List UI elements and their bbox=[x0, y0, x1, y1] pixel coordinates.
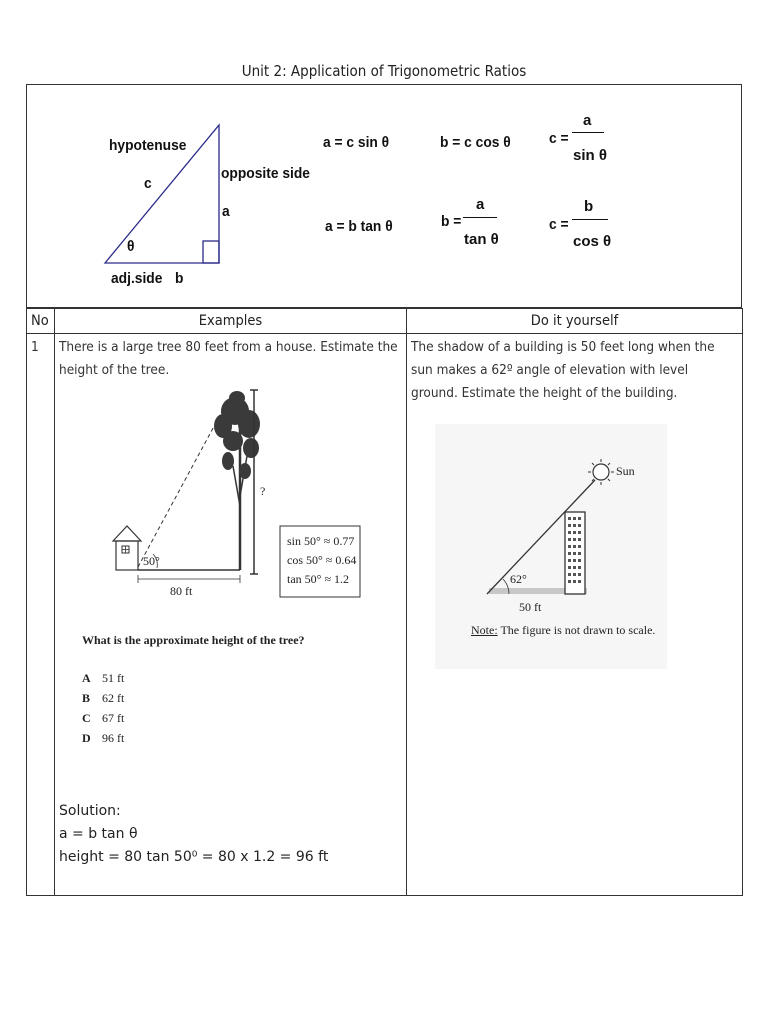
formula-c-lhs-2: c = bbox=[549, 216, 569, 233]
solution-label: Solution: bbox=[59, 803, 121, 819]
sin-value: sin 50° ≈ 0.77 bbox=[287, 534, 355, 548]
cos-value: cos 50° ≈ 0.64 bbox=[287, 553, 357, 567]
page-title: Unit 2: Application of Trigonometric Ratios bbox=[241, 62, 527, 80]
solution-block bbox=[55, 800, 328, 869]
b-label: b bbox=[175, 270, 184, 287]
formula-b-lhs: b = bbox=[441, 213, 462, 230]
fraction-bar bbox=[572, 132, 604, 133]
formula-a-b-tan: a = b tan θ bbox=[325, 218, 393, 235]
example-problem-text: There is a large tree 80 feet from a house. Estimate the height of the tree. bbox=[59, 339, 398, 378]
formula-c-num-b: b bbox=[584, 198, 594, 215]
formula-box bbox=[26, 84, 742, 308]
hypotenuse-label: hypotenuse bbox=[109, 137, 187, 154]
answer-choices bbox=[82, 671, 124, 751]
choice-a: A 51 ft bbox=[82, 671, 125, 685]
choice-d: D 96 ft bbox=[82, 731, 125, 745]
formula-c-lhs-1: c = bbox=[549, 130, 569, 147]
formula-b-den-tan: tan θ bbox=[464, 231, 499, 248]
theta-label: θ bbox=[127, 238, 135, 255]
angle-50-label: 50° bbox=[143, 554, 160, 568]
formula-b-c-cos: b = c cos θ bbox=[440, 134, 511, 151]
question-text: What is the approximate height of the tree? bbox=[82, 633, 305, 647]
formula-b-num-a: a bbox=[476, 196, 485, 213]
diy-problem-text: The shadow of a building is 50 feet long when the sun makes a 62º angle of elevation with level ground. Estimate the height of the building. bbox=[411, 339, 715, 401]
formula-c-den-sin: sin θ bbox=[573, 147, 607, 164]
formula-a-c-sin: a = c sin θ bbox=[323, 134, 390, 151]
header-do-it-yourself: Do it yourself bbox=[407, 309, 743, 334]
tree-house-diagram bbox=[65, 386, 365, 626]
building-problem-figure bbox=[435, 424, 667, 669]
formula-c-den-cos: cos θ bbox=[573, 233, 612, 250]
header-examples: Examples bbox=[55, 309, 407, 334]
solution-line-1: a = b tan θ bbox=[59, 826, 138, 842]
tree-problem-figure bbox=[65, 386, 365, 766]
fraction-bar bbox=[463, 217, 497, 218]
choice-c: C 67 ft bbox=[82, 711, 125, 725]
table-row bbox=[27, 334, 743, 896]
opposite-side-label: opposite side bbox=[221, 165, 310, 182]
scale-note: Note: The figure is not drawn to scale. bbox=[471, 623, 656, 637]
tan-value: tan 50° ≈ 1.2 bbox=[287, 572, 350, 586]
row-number: 1 bbox=[31, 339, 39, 355]
sun-label: Sun bbox=[616, 464, 635, 478]
angle-62-label: 62° bbox=[510, 572, 527, 586]
unknown-height-label: ? bbox=[260, 484, 266, 498]
problems-table bbox=[26, 308, 743, 896]
adj-side-label: adj.side bbox=[111, 270, 163, 287]
header-no: No bbox=[27, 309, 55, 334]
fraction-bar bbox=[572, 219, 608, 220]
a-label: a bbox=[222, 203, 230, 220]
formula-c-num-a: a bbox=[583, 112, 592, 129]
choice-b: B 62 ft bbox=[82, 691, 125, 705]
solution-line-2: height = 80 tan 50⁰ = 80 x 1.2 = 96 ft bbox=[59, 849, 329, 865]
distance-80ft-label: 80 ft bbox=[170, 584, 193, 598]
distance-50ft-label: 50 ft bbox=[519, 600, 542, 614]
c-label: c bbox=[144, 175, 152, 192]
